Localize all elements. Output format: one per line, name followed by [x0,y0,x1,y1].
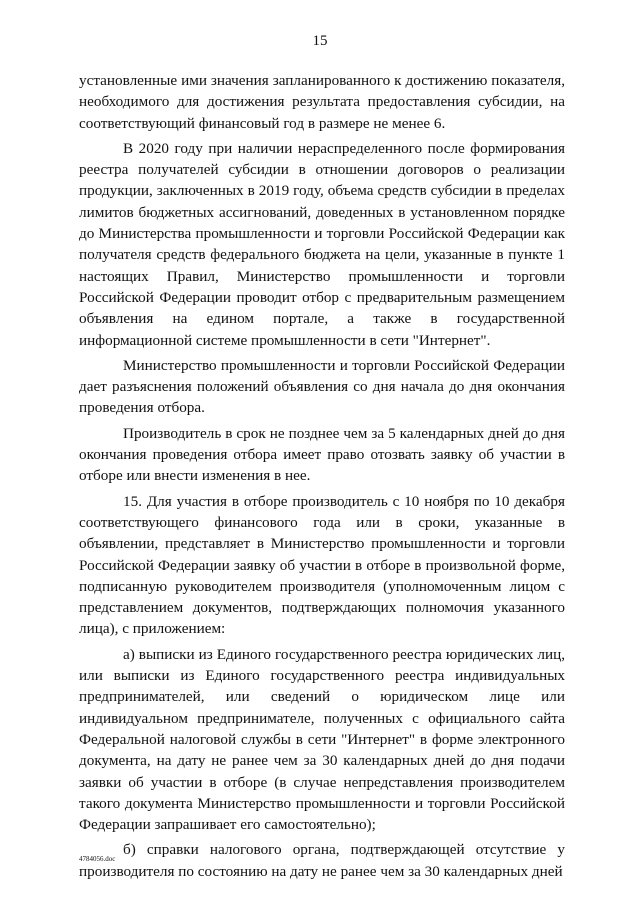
paragraph-item-a: а) выписки из Единого государственного реестра юридических лиц, или выписки из Единого государственного реестра индивидуальных предпринимателей, или сведений о юридическом лице или индивидуальном предпринимателе, полученных с официального сайта Федеральной налоговой службы в сети "Интернет" в форме электронного документа, на дату не ранее чем за 30 календарных дней до дня подачи заявки об участии в отборе (в случае непредставления производителем такого документа Министерство промышленности и торговли Российской Федерации запрашивает его самостоятельно); [79,645,565,834]
paragraph-clause-15: 15. Для участия в отборе производитель с 10 ноября по 10 декабря соответствующего финансового года или в сроки, указанные в объявлении, представляет в Министерство промышленности и торговли Российской Федерации заявку об участии в отборе в произвольной форме, подписанную руководителем производителя (уполномоченным лицом с представлением документов, подтверждающих полномочия указанного лица), с приложением: [79,492,565,638]
page-number: 15 [312,33,328,49]
file-name-footer: 4784056.doc [79,855,116,863]
document-body [79,70,565,882]
paragraph-withdrawal: Производитель в срок не позднее чем за 5 календарных дней до дня окончания проведения отбора имеет право отозвать заявку об участии в отборе или внести изменения в нее. [79,424,565,485]
paragraph-item-b: б) справки налогового органа, подтверждающей отсутствие у производителя по состоянию на дату не ранее чем за 30 календарных дней [79,841,565,880]
paragraph-selection-2020: В 2020 году при наличии нераспределенного после формирования реестра получателей субсидии в отношении договоров о реализации продукции, заключенных в 2019 году, объема средств субсидии в пределах лимитов бюджетных ассигнований, доведенных в установленном порядке до Министерства промышленности и торговли Российской Федерации как получателя средств федерального бюджета на цели, указанные в пункте 1 настоящих Правил, Министерство промышленности и торговли Российской Федерации проводит отбор с предварительным размещением объявления на едином портале, а также в государственной информационной системе промышленности в сети "Интернет". [79,139,565,349]
paragraph-clarifications: Министерство промышленности и торговли Российской Федерации дает разъяснения положений объявления со дня начала до дня окончания проведения отбора. [79,356,565,417]
paragraph-continuation: установленные ими значения запланированного к достижению показателя, необходимого для достижения результата предоставления субсидии, на соответствующий финансовый год в размере не менее 6. [79,72,565,132]
